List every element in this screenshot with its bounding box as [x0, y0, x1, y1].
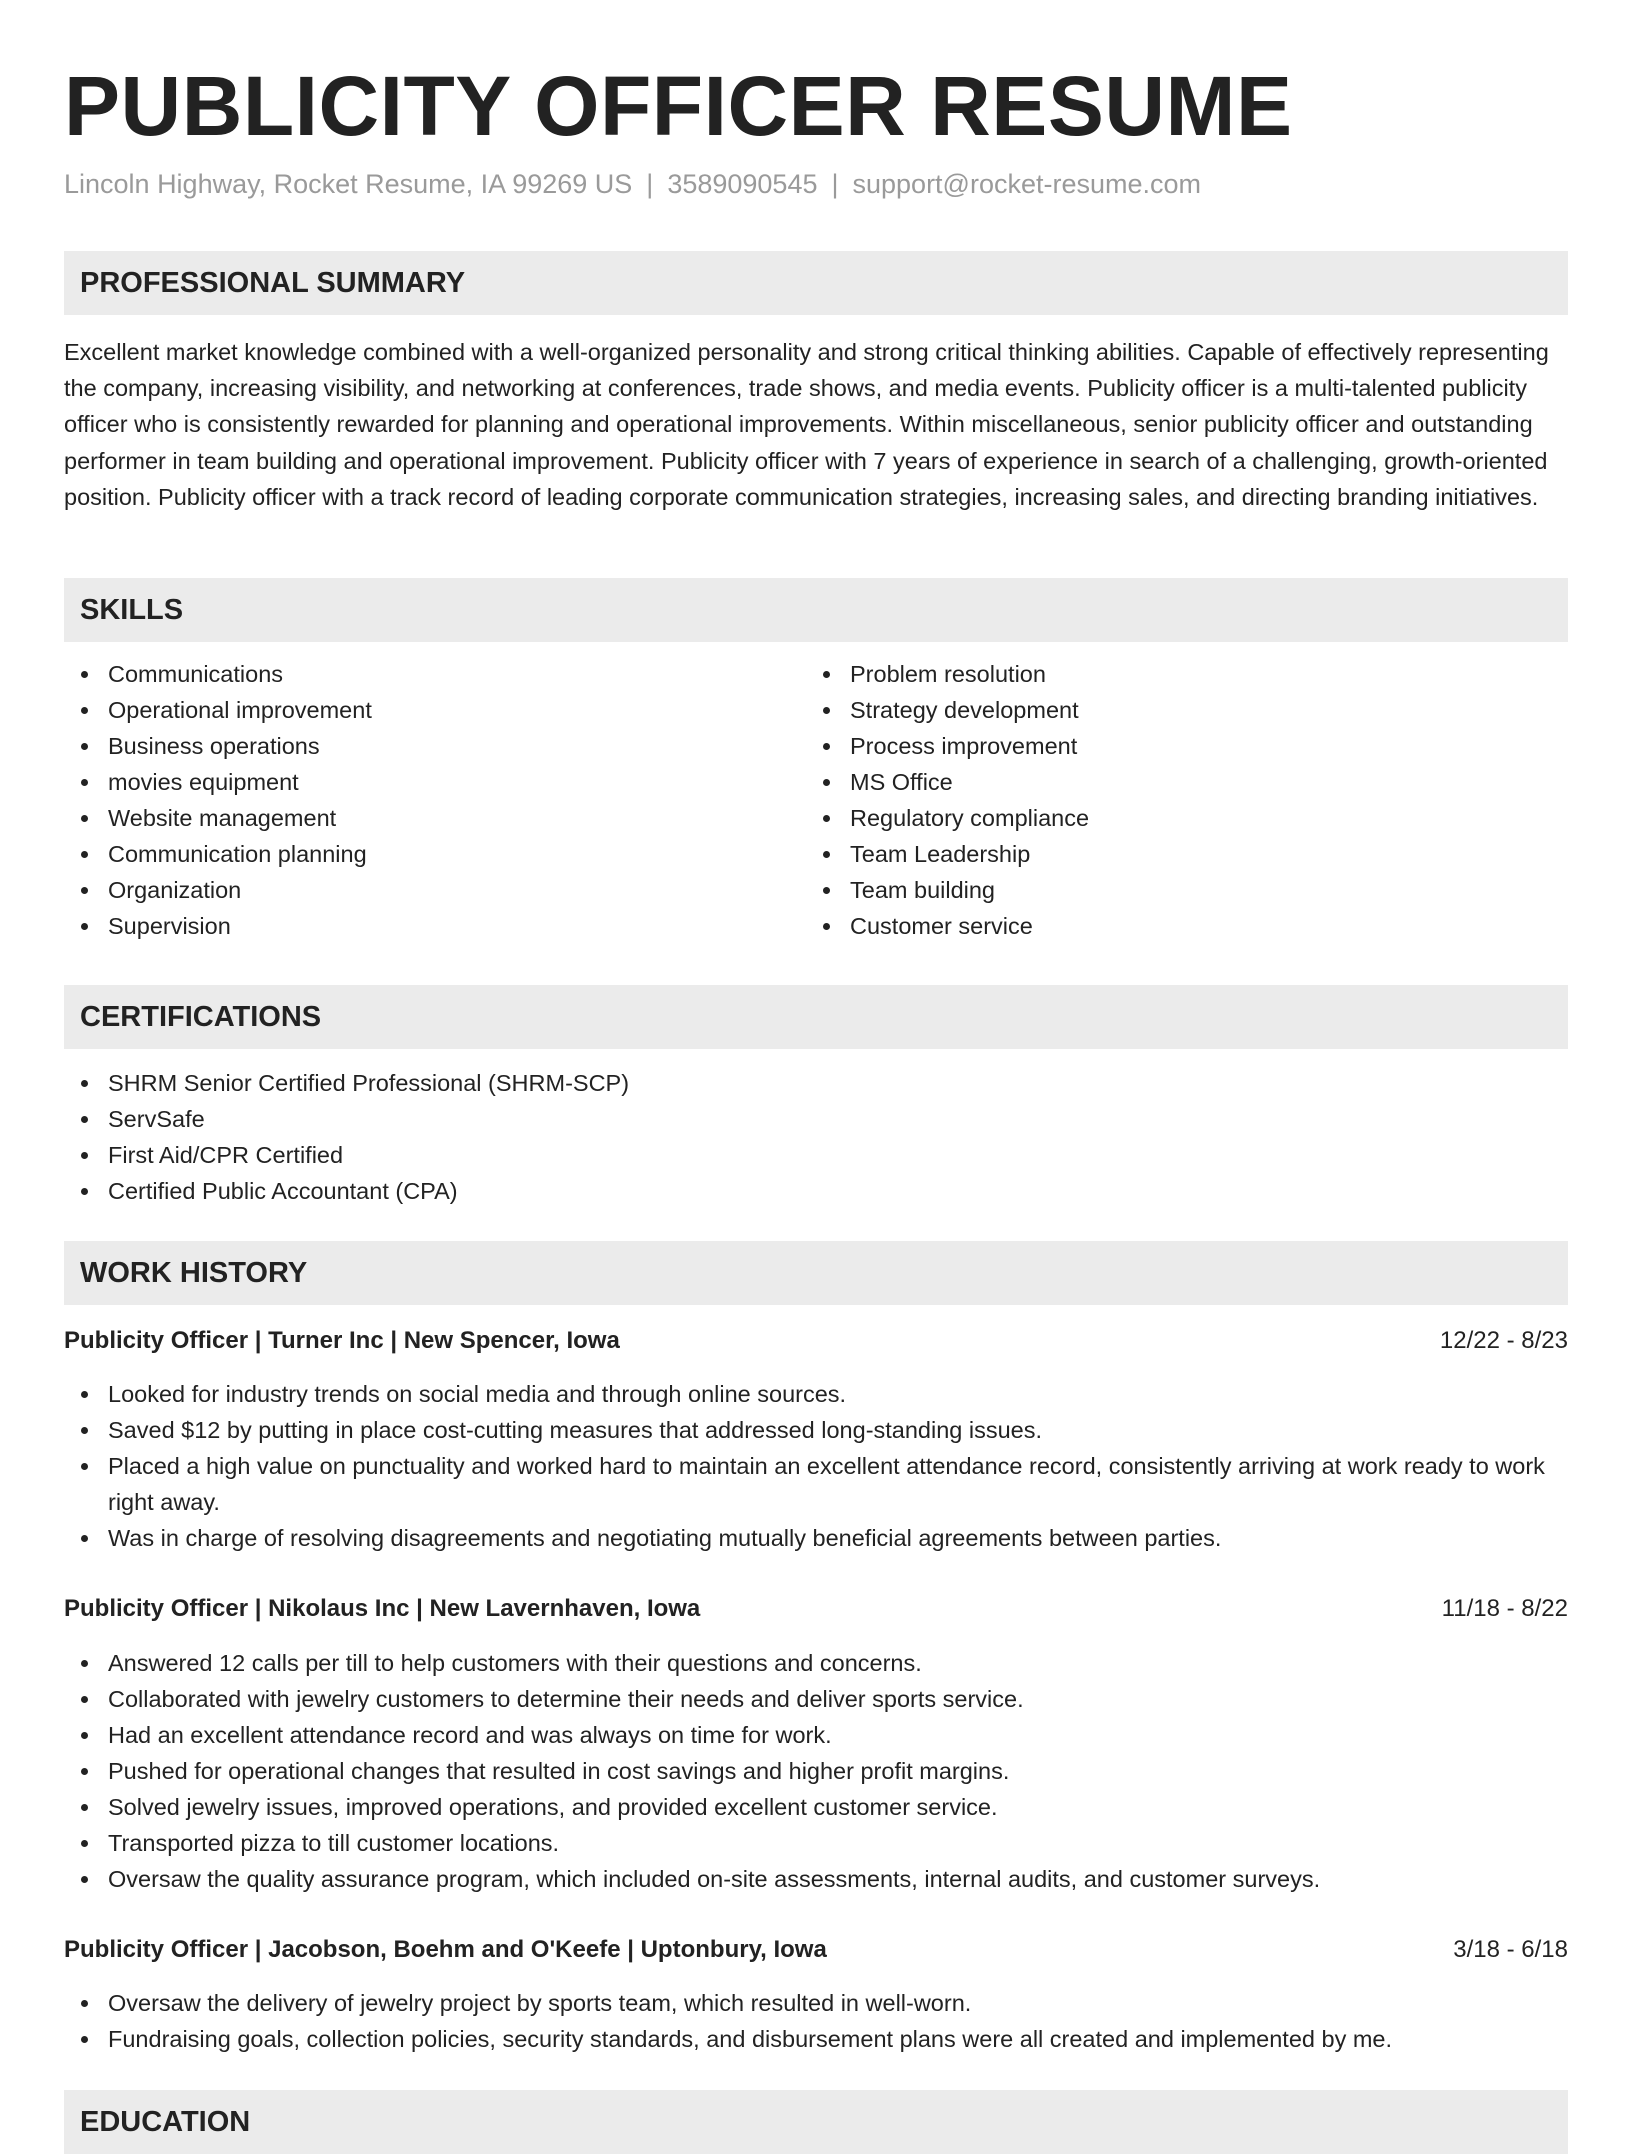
skills-section-header: [64, 578, 1568, 642]
job-header: [64, 1323, 1568, 1359]
job-bullets: [64, 1376, 1568, 1556]
certifications-list: [64, 1065, 1568, 1209]
skill-item: Customer service: [806, 908, 1546, 944]
skill-item: Team building: [806, 872, 1546, 908]
skill-item: Website management: [64, 800, 804, 836]
skill-item: movies equipment: [64, 764, 804, 800]
skill-item: Business operations: [64, 728, 804, 764]
summary-heading: PROFESSIONAL SUMMARY: [80, 267, 466, 299]
contact-separator: |: [831, 169, 839, 199]
job-bullet: Collaborated with jewelry customers to determine their needs and deliver sports service.: [64, 1681, 1568, 1717]
skill-item: Communications: [64, 656, 804, 692]
job-dates: 3/18 - 6/18: [1453, 1936, 1568, 1963]
job-dates: 12/22 - 8/23: [1439, 1327, 1568, 1354]
job-bullets: [64, 1645, 1568, 1897]
contact-address: Lincoln Highway, Rocket Resume, IA 99269 US: [64, 169, 633, 199]
skill-item: Supervision: [64, 908, 804, 944]
job-bullet: Looked for industry trends on social media and through online sources.: [64, 1376, 1568, 1412]
skills-heading: SKILLS: [80, 594, 184, 626]
certifications-heading: CERTIFICATIONS: [80, 1001, 322, 1033]
contact-email[interactable]: support@rocket-resume.com: [852, 169, 1202, 199]
skill-item: Regulatory compliance: [806, 800, 1546, 836]
job-bullet: Oversaw the delivery of jewelry project by sports team, which resulted in well-worn.: [64, 1985, 1568, 2021]
job-bullet: Placed a high value on punctuality and worked hard to maintain an excellent attendance record, consistently arriving at work ready to work right away.: [64, 1448, 1568, 1520]
skill-item: Team Leadership: [806, 836, 1546, 872]
contact-phone: 3589090545: [667, 169, 818, 199]
certification-item: First Aid/CPR Certified: [64, 1137, 1568, 1173]
job-title: Publicity Officer | Nikolaus Inc | New Lavernhaven, Iowa: [64, 1595, 701, 1622]
skill-item: Strategy development: [806, 692, 1546, 728]
skills-list-left: [64, 656, 804, 944]
job-bullet: Pushed for operational changes that resulted in cost savings and higher profit margins.: [64, 1753, 1568, 1789]
job-bullet: Oversaw the quality assurance program, which included on-site assessments, internal audits, and customer surveys.: [64, 1861, 1568, 1897]
job-bullet: Was in charge of resolving disagreements and negotiating mutually beneficial agreements between parties.: [64, 1520, 1568, 1556]
skill-item: MS Office: [806, 764, 1546, 800]
job-title: Publicity Officer | Jacobson, Boehm and O'Keefe | Uptonbury, Iowa: [64, 1936, 827, 1963]
skill-item: Problem resolution: [806, 656, 1546, 692]
resume-title: PUBLICITY OFFICER RESUME: [64, 59, 1293, 153]
certification-item: SHRM Senior Certified Professional (SHRM-SCP): [64, 1065, 1568, 1101]
skill-item: Organization: [64, 872, 804, 908]
skills-list-right: [806, 656, 1546, 944]
skill-item: Process improvement: [806, 728, 1546, 764]
job-title: Publicity Officer | Turner Inc | New Spencer, Iowa: [64, 1327, 620, 1354]
job-bullet: Transported pizza to till customer locations.: [64, 1825, 1568, 1861]
summary-section-header: [64, 251, 1568, 315]
education-heading: EDUCATION: [80, 2106, 251, 2138]
job-header: [64, 1591, 1568, 1627]
education-section-header: [64, 2090, 1568, 2154]
skill-item: Operational improvement: [64, 692, 804, 728]
job-bullets: [64, 1985, 1568, 2057]
summary-text: Excellent market knowledge combined with a well-organized personality and strong critical thinking abilities. Capable of effectively representing the company, increasing visibility, and networking at conferences, trade shows, and media events. Publicity officer is a multi-talented publicity officer who is consistently rewarded for planning and operational improvements. Within miscellaneous, senior publicity officer and outstanding performer in team building and operational improvement. Publicity officer with 7 years of experience in search of a challenging, growth-oriented position. Publicity officer with a track record of leading corporate communication strategies, increasing sales, and directing branding initiatives.: [64, 339, 1549, 510]
job-bullet: Saved $12 by putting in place cost-cutting measures that addressed long-standing issues.: [64, 1412, 1568, 1448]
certification-item: ServSafe: [64, 1101, 1568, 1137]
certification-item: Certified Public Accountant (CPA): [64, 1173, 1568, 1209]
job-bullet: Answered 12 calls per till to help customers with their questions and concerns.: [64, 1645, 1568, 1681]
job-bullet: Fundraising goals, collection policies, security standards, and disbursement plans were all created and implemented by me.: [64, 2021, 1568, 2057]
job-dates: 11/18 - 8/22: [1441, 1595, 1568, 1622]
job-bullet: Solved jewelry issues, improved operations, and provided excellent customer service.: [64, 1789, 1568, 1825]
work-section-header: [64, 1241, 1568, 1305]
contact-separator: |: [646, 169, 654, 199]
job-bullet: Had an excellent attendance record and was always on time for work.: [64, 1717, 1568, 1753]
job-header: [64, 1932, 1568, 1968]
contact-line: [64, 166, 1201, 202]
work-heading: WORK HISTORY: [80, 1257, 308, 1289]
certifications-section-header: [64, 985, 1568, 1049]
skill-item: Communication planning: [64, 836, 804, 872]
